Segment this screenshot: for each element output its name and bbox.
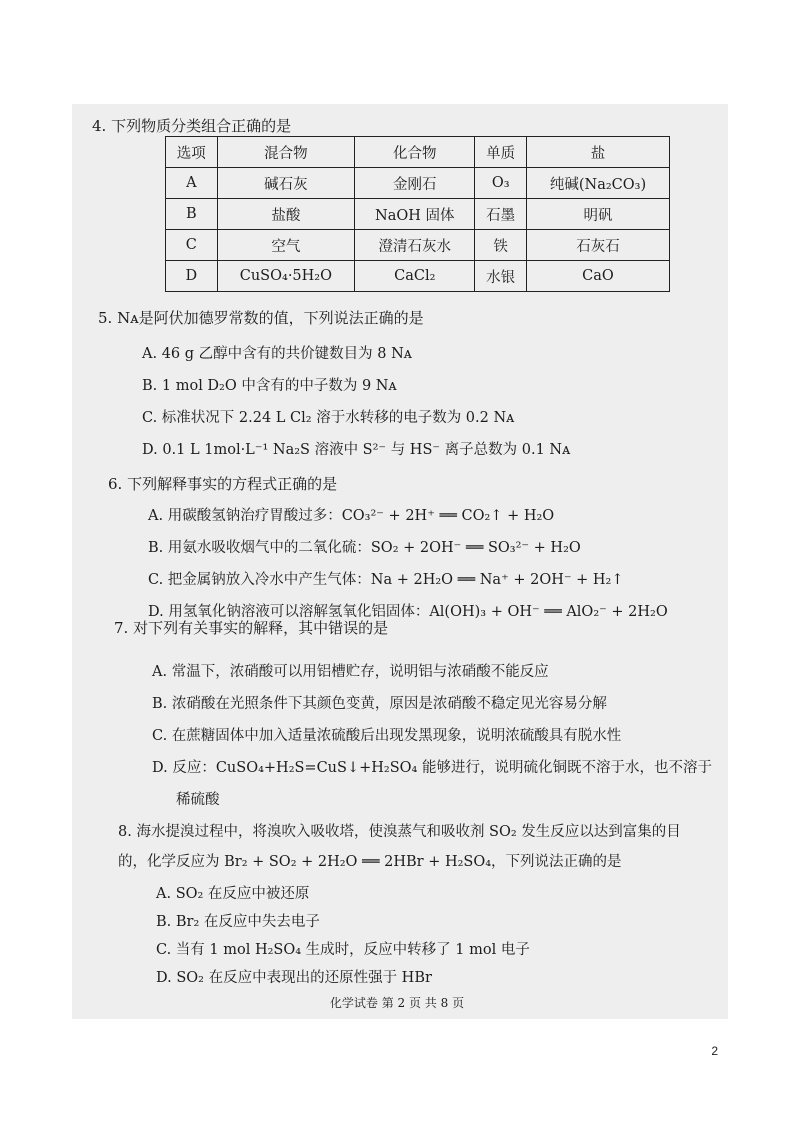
q6-option-a: A. 用碳酸氢钠治疗胃酸过多：CO₃²⁻ + 2H⁺ ══ CO₂↑ + H₂O: [148, 508, 555, 524]
table-cell: CaCl₂: [355, 261, 475, 292]
q7-option-b: B. 浓硝酸在光照条件下其颜色变黄，原因是浓硝酸不稳定见光容易分解: [152, 696, 607, 712]
q5-option-b: B. 1 mol D₂O 中含有的中子数为 9 Nᴀ: [142, 378, 397, 394]
table-cell: CaO: [526, 261, 669, 292]
table-cell: 水银: [475, 261, 527, 292]
table-cell: B: [166, 199, 218, 230]
table-cell: A: [166, 168, 218, 199]
table-cell: 澄清石灰水: [355, 230, 475, 261]
table-row: [166, 261, 670, 292]
q5-stem: 5. Nᴀ是阿伏加德罗常数的值，下列说法正确的是: [98, 309, 424, 327]
q5-option-c: C. 标准状况下 2.24 L Cl₂ 溶于水转移的电子数为 0.2 Nᴀ: [142, 410, 515, 426]
q8-stem-line1: 8. 海水提溴过程中，将溴吹入吸收塔，使溴蒸气和吸收剂 SO₂ 发生反应以达到富集的目: [118, 824, 681, 840]
table-cell: NaOH 固体: [355, 199, 475, 230]
header-cell: 选项: [166, 137, 218, 168]
q7-option-d: D. 反应：CuSO₄+H₂S=CuS↓+H₂SO₄ 能够进行，说明硫化铜既不溶于水，也不溶于: [152, 760, 712, 776]
table-cell: 金刚石: [355, 168, 475, 199]
q7-option-c: C. 在蔗糖固体中加入适量浓硫酸后出现发黑现象，说明浓硫酸具有脱水性: [152, 728, 622, 744]
q5-option-a: A. 46 g 乙醇中含有的共价键数目为 8 Nᴀ: [142, 346, 412, 362]
table-row: [166, 230, 670, 261]
header-cell: 单质: [475, 137, 527, 168]
q6-stem: 6. 下列解释事实的方程式正确的是: [108, 475, 338, 493]
q7-stem: 7. 对下列有关事实的解释，其中错误的是: [114, 619, 389, 637]
table-header-row: [166, 137, 670, 168]
q6-option-c: C. 把金属钠放入冷水中产生气体：Na + 2H₂O ══ Na⁺ + 2OH⁻ + H₂↑: [148, 572, 624, 588]
q7-option-d-continued: 稀硫酸: [176, 792, 220, 808]
classification-table: [165, 136, 670, 292]
table-cell: CuSO₄·5H₂O: [217, 261, 355, 292]
exam-footer: 化学试卷 第 2 页 共 8 页: [329, 996, 465, 1010]
table-cell: 碱石灰: [217, 168, 355, 199]
table-cell: O₃: [475, 168, 527, 199]
table-cell: D: [166, 261, 218, 292]
header-cell: 盐: [526, 137, 669, 168]
table-cell: C: [166, 230, 218, 261]
header-cell: 混合物: [217, 137, 355, 168]
q7-option-a: A. 常温下，浓硝酸可以用铝槽贮存，说明铝与浓硝酸不能反应: [152, 664, 549, 680]
q6-option-d: D. 用氢氧化钠溶液可以溶解氢氧化铝固体：Al(OH)₃ + OH⁻ ══ AlO₂⁻ + 2H₂O: [148, 604, 668, 620]
q8-stem-line2: 的，化学反应为 Br₂ + SO₂ + 2H₂O ══ 2HBr + H₂SO₄，下列说法正确的是: [118, 854, 622, 870]
table-cell: 空气: [217, 230, 355, 261]
q4-stem: 4. 下列物质分类组合正确的是: [92, 117, 292, 135]
table-cell: 铁: [475, 230, 527, 261]
q8-option-d: D. SO₂ 在反应中表现出的还原性强于 HBr: [156, 970, 432, 986]
table-row: [166, 168, 670, 199]
q8-option-a: A. SO₂ 在反应中被还原: [156, 886, 310, 902]
table-cell: 石墨: [475, 199, 527, 230]
table-cell: 纯碱(Na₂CO₃): [526, 168, 669, 199]
table-cell: 石灰石: [526, 230, 669, 261]
q8-option-b: B. Br₂ 在反应中失去电子: [156, 914, 320, 930]
q8-option-c: C. 当有 1 mol H₂SO₄ 生成时，反应中转移了 1 mol 电子: [156, 942, 530, 958]
q6-option-b: B. 用氨水吸收烟气中的二氧化硫：SO₂ + 2OH⁻ ══ SO₃²⁻ + H₂O: [148, 540, 581, 556]
table-cell: 盐酸: [217, 199, 355, 230]
page-number: 2: [711, 1044, 718, 1058]
table-row: [166, 199, 670, 230]
table-cell: 明矾: [526, 199, 669, 230]
q5-option-d: D. 0.1 L 1mol·L⁻¹ Na₂S 溶液中 S²⁻ 与 HS⁻ 离子总数为 0.1 Nᴀ: [142, 442, 571, 458]
header-cell: 化合物: [355, 137, 475, 168]
